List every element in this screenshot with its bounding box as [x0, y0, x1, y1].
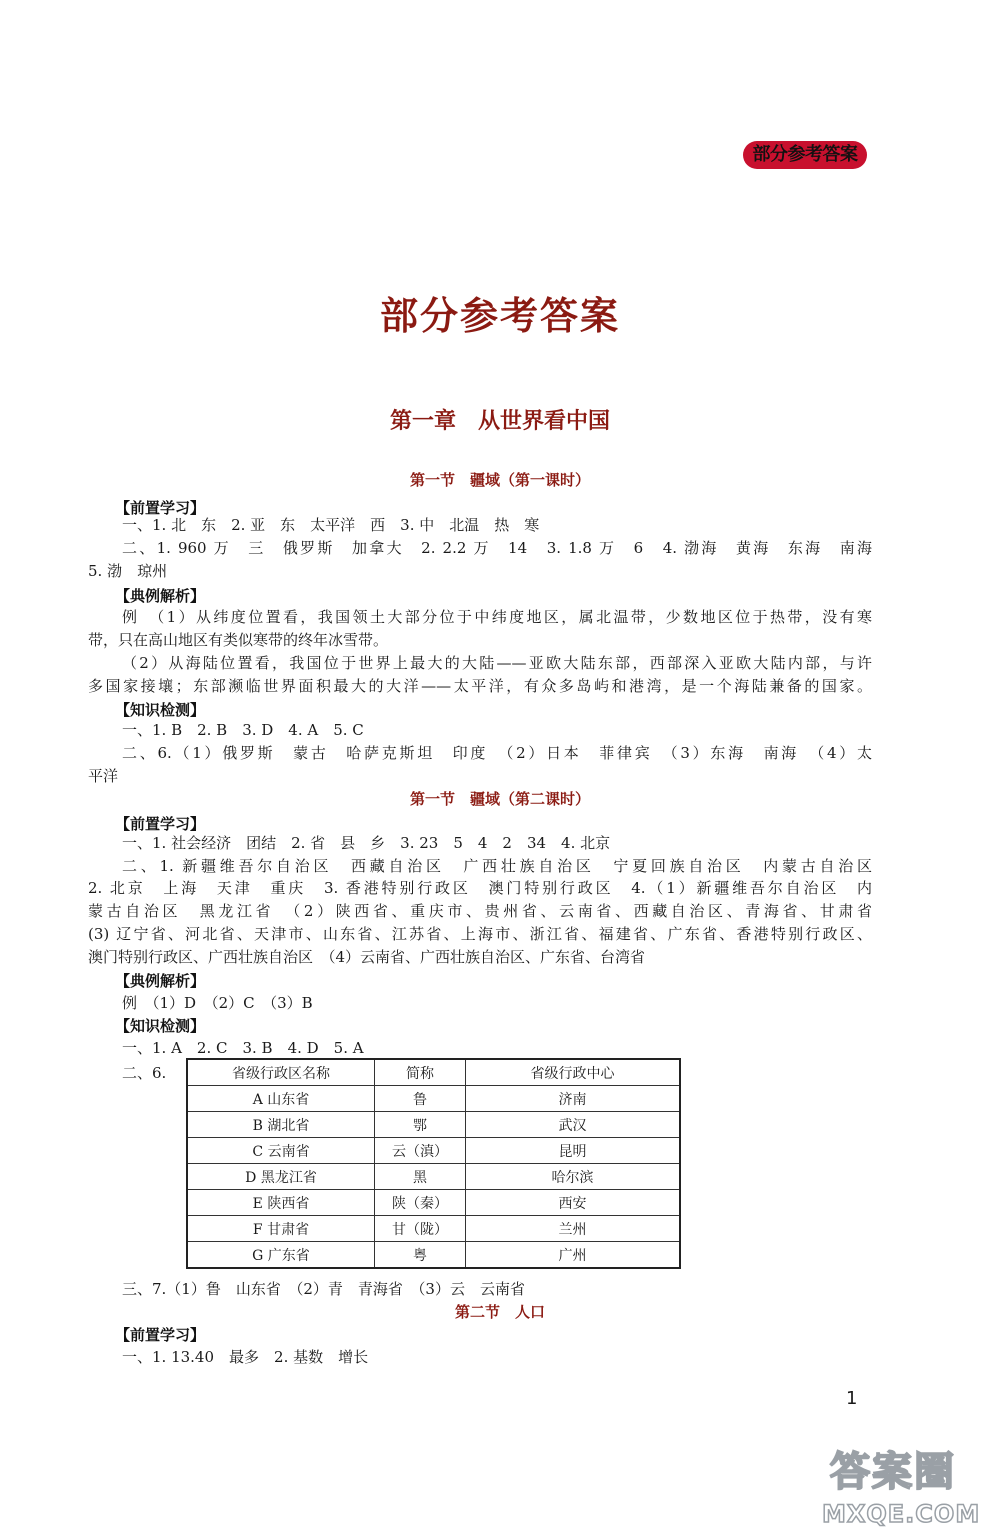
- example-label: 【典例解析】: [115, 587, 206, 605]
- table-header: 省级行政区名称: [187, 1059, 375, 1086]
- chapter-title: 第一章 从世界看中国: [389, 409, 610, 434]
- table-header-row: [187, 1059, 680, 1086]
- answer-line: 二、1. 960 万 三 俄罗斯 加拿大 2. 2.2 万 14 3. 1.8 万 6 4. 渤海 黄海 东海 南海: [122, 539, 872, 557]
- answer-line: 2. 北京 上海 天津 重庆 3. 香港特别行政区 澳门特别行政区 4.（1）新疆维吾尔自治区 内: [88, 879, 872, 897]
- table-cell: 鄂: [375, 1112, 466, 1138]
- table-row: [187, 1112, 680, 1138]
- answer-line: （2）从海陆位置看，我国位于世界上最大的大陆——亚欧大陆东部，西部深入亚欧大陆内部，与许: [122, 654, 872, 672]
- answer-line: 澳门特别行政区、广西壮族自治区 （4）云南省、广西壮族自治区、广东省、台湾省: [88, 948, 646, 966]
- table-cell: F 甘肃省: [187, 1216, 375, 1242]
- table-header: 简称: [375, 1059, 466, 1086]
- table-cell: 兰州: [466, 1216, 681, 1242]
- table-cell: D 黑龙江省: [187, 1164, 375, 1190]
- section-title: 第二节 人口: [454, 1303, 545, 1321]
- table-cell: 武汉: [466, 1112, 681, 1138]
- table-cell: 昆明: [466, 1138, 681, 1164]
- answer-line: 一、1. B 2. B 3. D 4. A 5. C: [122, 721, 364, 739]
- watermark-bottom: MXQE.COM: [822, 1500, 981, 1528]
- check-label: 【知识检测】: [115, 1017, 206, 1035]
- table-row: [187, 1086, 680, 1112]
- table-row: [187, 1216, 680, 1242]
- table-cell: 济南: [466, 1086, 681, 1112]
- answer-line: 一、1. 北 东 2. 亚 东 太平洋 西 3. 中 北温 热 寒: [122, 516, 540, 534]
- table-cell: C 云南省: [187, 1138, 375, 1164]
- table-row: [187, 1190, 680, 1216]
- header-badge: 部分参考答案: [743, 141, 867, 169]
- table-cell: B 湖北省: [187, 1112, 375, 1138]
- page-title: 部分参考答案: [379, 294, 620, 338]
- table-cell: A 山东省: [187, 1086, 375, 1112]
- answer-line: 一、1. A 2. C 3. B 4. D 5. A: [122, 1039, 364, 1057]
- watermark-top: 答案圈: [830, 1449, 956, 1495]
- section-title: 第一节 疆域（第一课时）: [409, 471, 590, 489]
- table-cell: 西安: [466, 1190, 681, 1216]
- answer-line: 例 （1）从纬度位置看，我国领土大部分位于中纬度地区，属北温带，少数地区位于热带，没有寒: [122, 608, 872, 626]
- page-number: 1: [846, 1388, 858, 1409]
- pre-study-label: 【前置学习】: [115, 815, 206, 833]
- answer-line: 一、1. 社会经济 团结 2. 省 县 乡 3. 23 5 4 2 34 4. 北京: [122, 834, 611, 852]
- check-label: 【知识检测】: [115, 701, 206, 719]
- table-cell: 甘（陇）: [375, 1216, 466, 1242]
- table-cell: 哈尔滨: [466, 1164, 681, 1190]
- table-row: [187, 1164, 680, 1190]
- table-cell: 广州: [466, 1242, 681, 1269]
- pre-study-label: 【前置学习】: [115, 1326, 206, 1344]
- answer-line: 带，只在高山地区有类似寒带的终年冰雪带。: [88, 631, 389, 649]
- table-cell: 陕（秦）: [375, 1190, 466, 1216]
- section-title: 第一节 疆域（第二课时）: [409, 790, 590, 808]
- answer-line: 例 （1）D （2）C （3）B: [122, 994, 313, 1012]
- answer-line: 三、7.（1）鲁 山东省 （2）青 青海省 （3）云 云南省: [122, 1280, 525, 1298]
- table-cell: G 广东省: [187, 1242, 375, 1269]
- table-cell: 云（滇）: [375, 1138, 466, 1164]
- answer-line: 5. 渤 琼州: [88, 562, 168, 580]
- table-cell: 鲁: [375, 1086, 466, 1112]
- answer-line: 蒙古自治区 黑龙江省 （2）陕西省、重庆市、贵州省、云南省、西藏自治区、青海省、甘肃省: [88, 902, 872, 920]
- answer-line: 平洋: [88, 767, 119, 785]
- table-cell: E 陕西省: [187, 1190, 375, 1216]
- table-cell: 粤: [375, 1242, 466, 1269]
- table-cell: 黑: [375, 1164, 466, 1190]
- answer-line: (3) 辽宁省、河北省、天津市、山东省、江苏省、上海市、浙江省、福建省、广东省、香港特别行政区、: [88, 925, 872, 943]
- table-row: [187, 1242, 680, 1269]
- answer-line: 二、1. 新疆维吾尔自治区 西藏自治区 广西壮族自治区 宁夏回族自治区 内蒙古自治区: [122, 857, 872, 875]
- province-table: [186, 1058, 681, 1269]
- answer-line: 多国家接壤；东部濒临世界面积最大的大洋——太平洋，有众多岛屿和港湾，是一个海陆兼备的国家。: [88, 677, 872, 695]
- watermark-logo: [822, 1440, 992, 1535]
- table-label: 二、6.: [122, 1064, 167, 1082]
- example-label: 【典例解析】: [115, 972, 206, 990]
- table-header: 省级行政中心: [466, 1059, 681, 1086]
- table-row: [187, 1138, 680, 1164]
- answer-line: 一、1. 13.40 最多 2. 基数 增长: [122, 1348, 369, 1366]
- answer-line: 二、6.（1）俄罗斯 蒙古 哈萨克斯坦 印度 （2）日本 菲律宾 （3）东海 南海 （4）太: [122, 744, 872, 762]
- pre-study-label: 【前置学习】: [115, 499, 206, 517]
